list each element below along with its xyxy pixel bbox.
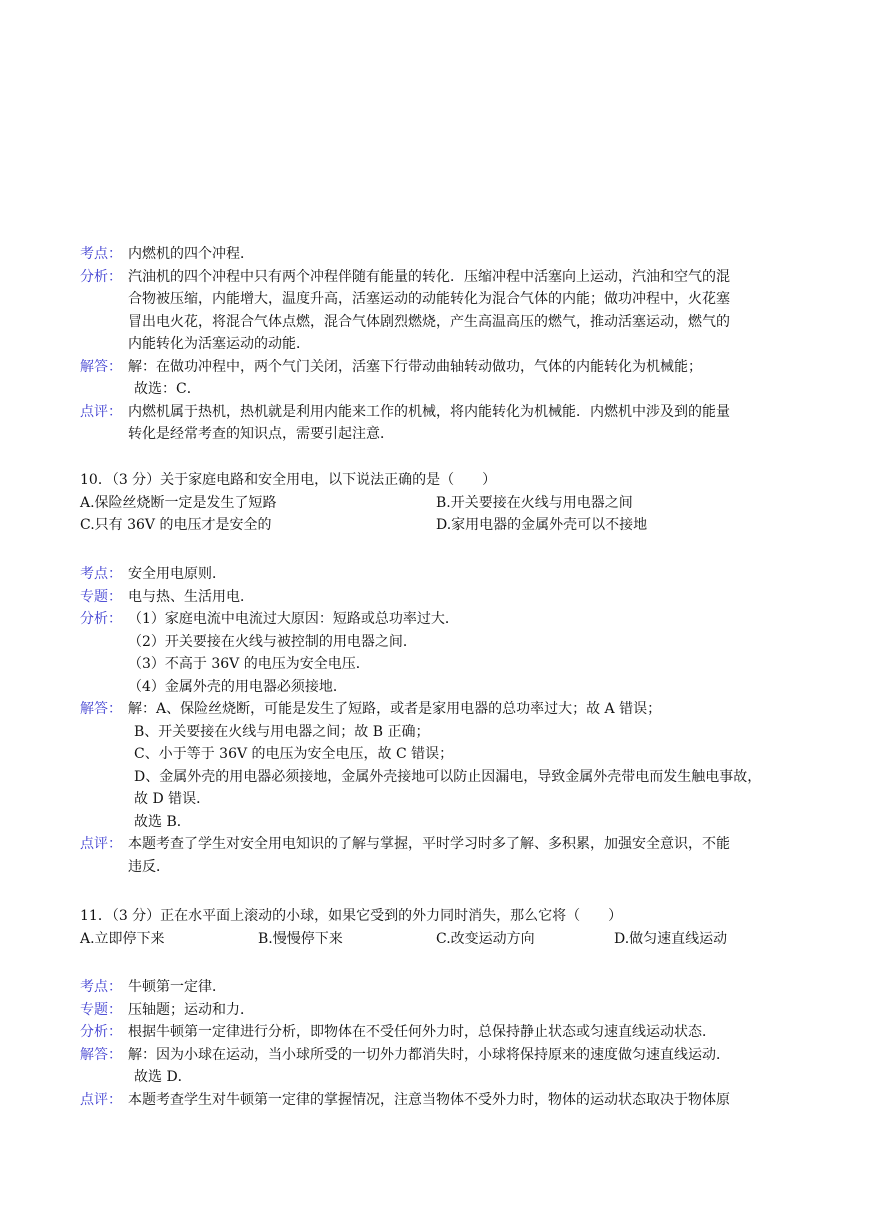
dianping-row [80,833,792,878]
fenxi-row [80,266,792,356]
fenxi-line: （4）金属外壳的用电器必须接地． [128,678,347,695]
solution-block-9 [80,243,792,446]
fenxi-line: （2）开关要接在火线与被控制的用电器之间． [128,633,417,650]
kaodian-row [80,563,792,586]
fenxi-line: （3）不高于 36V 的电压为安全电压． [128,656,370,672]
jieda-line: D、金属外壳的用电器必须接地，金属外壳接地可以防止因漏电，导致金属外壳带电而发生触电事故， [134,768,762,785]
zhuanti-label: 专题： [80,588,122,605]
fenxi-label: 分析： [80,268,122,285]
zhuanti-text: 电与热、生活用电． [128,588,254,605]
option-d: D.做匀速直线运动 [614,930,728,947]
jieda-line: 故 D 错误． [134,791,211,807]
option-c: C.改变运动方向 [436,930,535,947]
dianping-line: 本题考查了学生对安全用电知识的了解与掌握，平时学习时多了解、多积累，加强安全意识，不能 [128,836,730,852]
jieda-label: 解答： [80,701,122,717]
solution-block-10 [80,563,792,878]
option-b: B.开关要接在火线与用电器之间 [436,494,633,511]
question-stem: 10．（3 分）关于家庭电路和安全用电，以下说法正确的是（ ） [80,472,497,488]
dianping-text: 本题考查学生对牛顿第一定律的掌握情况，注意当物体不受外力时，物体的运动状态取决于物体原 [128,1091,730,1108]
dianping-label: 点评： [80,1091,122,1108]
question-10 [80,469,792,537]
jieda-label: 解答： [80,358,122,375]
kaodian-label: 考点： [80,979,122,995]
question-11 [80,905,792,950]
dianping-label: 点评： [80,836,122,852]
fenxi-line: 汽油机的四个冲程中只有两个冲程伴随有能量的转化．压缩冲程中活塞向上运动，汽油和空气的混 [128,268,730,285]
fenxi-label: 分析： [80,611,122,627]
option-d: D.家用电器的金属外壳可以不接地 [436,517,648,533]
zhuanti-row [80,586,792,609]
options-row [80,514,792,537]
option-a: A.立即停下来 [80,930,165,947]
jieda-row [80,1044,792,1089]
fenxi-text: 根据牛顿第一定律进行分析，即物体在不受任何外力时，总保持静止状态或匀速直线运动状态． [128,1024,716,1040]
fenxi-row [80,1021,792,1044]
dianping-label: 点评： [80,403,122,420]
dianping-line: 转化是经常考查的知识点，需要引起注意． [128,426,394,442]
jieda-line: 解：A、保险丝烧断，可能是发生了短路，或者是家用电器的总功率过大；故 A 错误； [128,701,662,717]
zhuanti-text: 压轴题；运动和力． [128,1001,254,1018]
kaodian-row [80,243,792,266]
jieda-label: 解答： [80,1046,122,1063]
option-c: C.只有 36V 的电压才是安全的 [80,517,272,533]
zhuanti-label: 专题： [80,1001,122,1018]
solution-block-11 [80,976,792,1111]
kaodian-label: 考点： [80,566,122,582]
dianping-row [80,1089,792,1112]
fenxi-label: 分析： [80,1024,122,1040]
fenxi-line: （1）家庭电流中电流过大原因：短路或总功率过大． [128,611,459,627]
kaodian-text: 安全用电原则． [128,566,226,582]
dianping-line: 违反． [128,858,170,875]
fenxi-line: 内能转化为活塞运动的动能． [128,336,310,352]
jieda-line: 解：因为小球在运动，当小球所受的一切外力都消失时，小球将保持原来的速度做匀速直线运动． [128,1046,730,1063]
question-stem: 11．（3 分）正在水平面上滚动的小球，如果它受到的外力同时消失，那么它将（ ） [80,908,623,924]
jieda-line: 故选 B． [134,813,191,830]
kaodian-text: 牛顿第一定律． [128,979,226,995]
zhuanti-row [80,999,792,1022]
option-b: B.慢慢停下来 [258,930,343,947]
jieda-line: 故选：C． [134,381,201,397]
jieda-line: C、小于等于 36V 的电压为安全电压，故 C 错误； [134,746,454,762]
dianping-row [80,401,792,446]
fenxi-line: 冒出电火花，将混合气体点燃，混合气体剧烈燃烧，产生高温高压的燃气，推动活塞运动，燃气的 [128,313,730,330]
jieda-line: B、开关要接在火线与用电器之间；故 B 正确； [134,723,430,740]
fenxi-line: 合物被压缩，内能增大，温度升高，活塞运动的动能转化为混合气体的内能；做功冲程中，火花塞 [128,291,730,307]
kaodian-label: 考点： [80,246,122,262]
options-row [80,928,792,951]
fenxi-row [80,608,792,698]
kaodian-row [80,976,792,999]
jieda-row [80,698,792,833]
dianping-line: 内燃机属于热机，热机就是利用内能来工作的机械，将内能转化为机械能．内燃机中涉及到的能量 [128,403,730,420]
option-a: A.保险丝烧断一定是发生了短路 [80,494,277,511]
options-row [80,492,792,515]
jieda-line: 故选 D． [134,1069,192,1085]
jieda-row [80,356,792,401]
kaodian-text: 内燃机的四个冲程． [128,246,254,262]
jieda-line: 解：在做功冲程中，两个气门关闭，活塞下行带动曲轴转动做功，气体的内能转化为机械能； [128,358,702,375]
